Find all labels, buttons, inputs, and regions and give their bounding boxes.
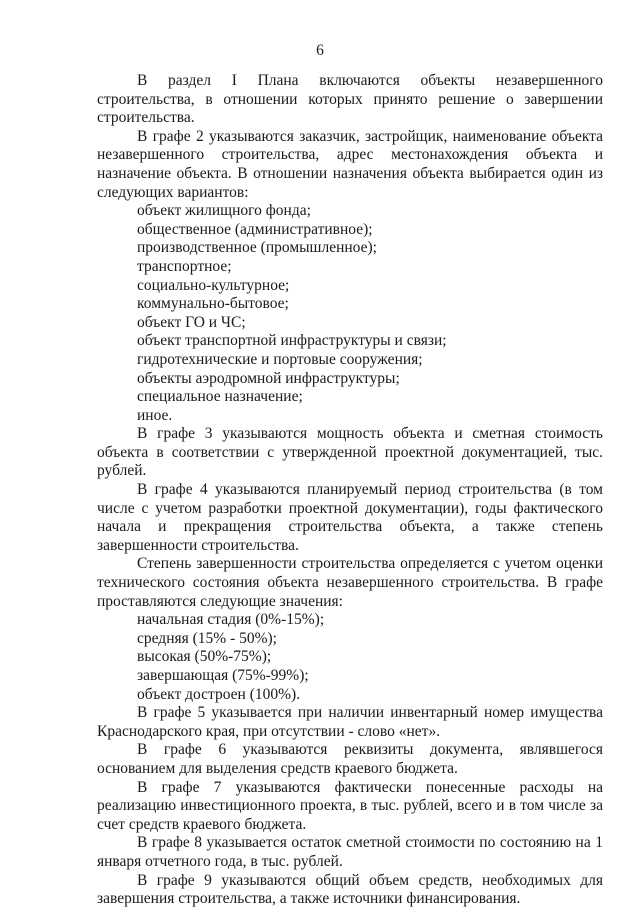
- purpose-list-item: общественное (административное);: [137, 220, 373, 238]
- paragraph-column-9: В графе 9 указываются общий объем средств, необходимых для завершения строительства, а также источники финансирования.: [97, 871, 603, 908]
- purpose-list-item: объект ГО и ЧС;: [137, 313, 246, 331]
- paragraph-completion-degree: Степень завершенности строительства определяется с учетом оценки технического состояния объекта незавершенного строительства. В графе проставляются следующие значения:: [97, 555, 603, 610]
- paragraph-column-4: В графе 4 указываются планируемый период строительства (в том числе с учетом разработки проектной документации), годы фактического начала и прекращения строительства объекта, а также степень завершенности строительства.: [97, 481, 603, 554]
- stage-list-item: завершающая (75%-99%);: [137, 667, 309, 684]
- purpose-list-item: гидротехнические и портовые сооружения;: [137, 350, 423, 368]
- paragraph-column-3: В графе 3 указываются мощность объекта и сметная стоимость объекта в соответствии с утвержденной проектной документацией, тыс. рублей.: [97, 425, 603, 480]
- purpose-list-item: иное.: [137, 406, 173, 424]
- purpose-list-item: объект жилищного фонда;: [137, 202, 311, 220]
- document-body: [97, 72, 603, 909]
- purpose-list: [97, 202, 603, 425]
- stage-list-item: средняя (15% - 50%);: [137, 629, 277, 647]
- stage-list: [97, 611, 603, 704]
- stage-list-item: высокая (50%-75%);: [137, 648, 272, 666]
- purpose-list-item: транспортное;: [137, 257, 232, 275]
- stage-list-item: начальная стадия (0%-15%);: [137, 611, 325, 629]
- paragraph-column-8: В графе 8 указывается остаток сметной стоимости по состоянию на 1 января отчетного года, в тыс. рублей.: [97, 834, 603, 870]
- paragraph-column-7: В графе 7 указываются фактически понесенные расходы на реализацию инвестиционного проекта, в тыс. рублей, всего и в том числе за счет средств краевого бюджета.: [97, 778, 603, 833]
- purpose-list-item: специальное назначение;: [137, 388, 303, 406]
- purpose-list-item: объект транспортной инфраструктуры и связи;: [137, 332, 447, 350]
- purpose-list-item: объекты аэродромной инфраструктуры;: [137, 369, 400, 387]
- paragraph-section-one: В раздел I Плана включаются объекты незавершенного строительства, в отношении которых принято решение о завершении строительства.: [97, 72, 603, 127]
- page-number: 6: [316, 42, 324, 59]
- paragraph-column-5: В графе 5 указывается при наличии инвентарный номер имущества Краснодарского края, при отсутствии - слово «нет».: [97, 704, 603, 740]
- purpose-list-item: производственное (промышленное);: [137, 239, 377, 257]
- purpose-list-item: социально-культурное;: [137, 276, 290, 294]
- paragraph-column-2: В графе 2 указываются заказчик, застройщик, наименование объекта незавершенного строительства, адрес местонахождения объекта и назначение объекта. В отношении назначения объекта выбирается один из следующих вариантов:: [97, 127, 603, 201]
- stage-list-item: объект достроен (100%).: [137, 685, 301, 703]
- purpose-list-item: коммунально-бытовое;: [137, 295, 289, 313]
- paragraph-column-6: В графе 6 указываются реквизиты документа, являвшегося основанием для выделения средств краевого бюджета.: [97, 741, 603, 777]
